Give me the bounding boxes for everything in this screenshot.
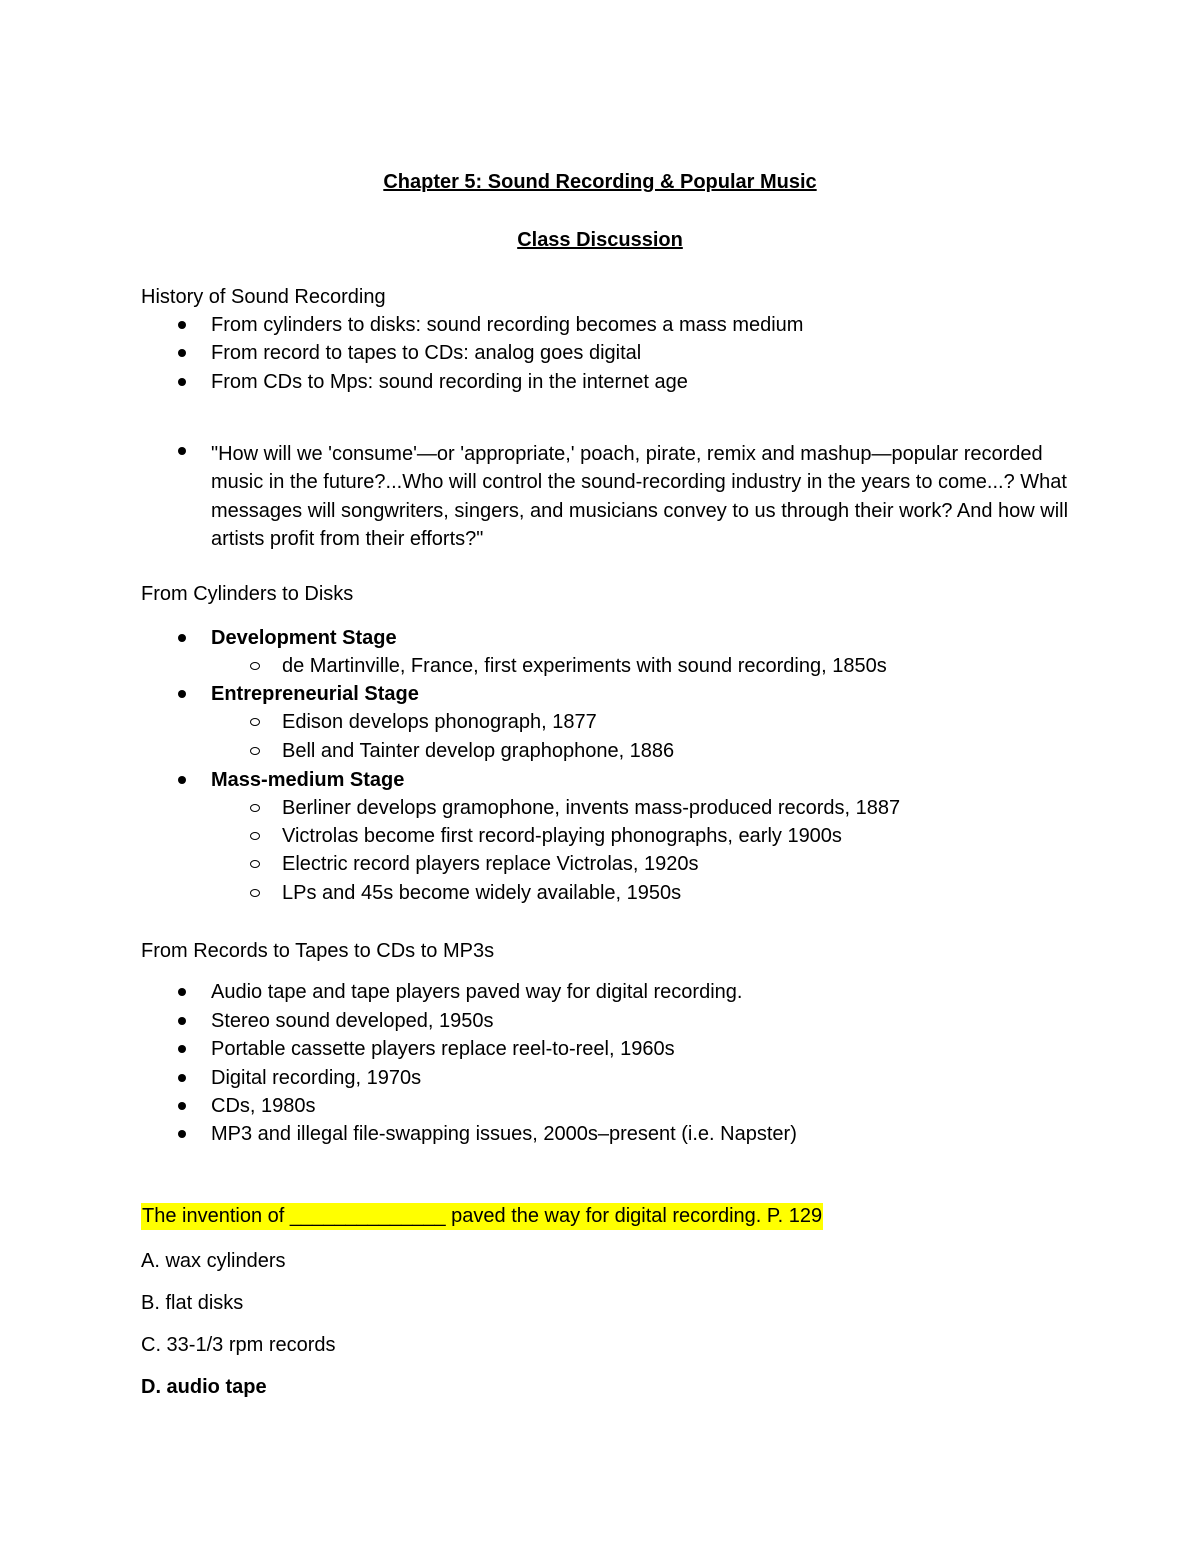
section-heading-history: History of Sound Recording	[141, 286, 386, 308]
list-item: Digital recording, 1970s	[211, 1067, 422, 1089]
bullet-icon	[178, 321, 186, 329]
bullet-icon	[178, 634, 186, 642]
list-item: Edison develops phonograph, 1877	[282, 711, 597, 733]
section-heading-cylinders: From Cylinders to Disks	[141, 583, 354, 605]
section-heading-records: From Records to Tapes to CDs to MP3s	[141, 940, 495, 962]
list-item: Berliner develops gramophone, invents mass-produced records, 1887	[282, 797, 901, 819]
answer-option-d-correct: D. audio tape	[141, 1376, 267, 1398]
list-item: From cylinders to disks: sound recording becomes a mass medium	[211, 314, 804, 336]
circle-bullet-icon	[250, 832, 260, 840]
page-subtitle: Class Discussion	[517, 229, 683, 251]
bullet-icon	[178, 690, 186, 698]
bullet-icon	[178, 1017, 186, 1025]
bullet-icon	[178, 1130, 186, 1138]
list-item: Victrolas become first record-playing phonographs, early 1900s	[282, 825, 842, 847]
page-title: Chapter 5: Sound Recording & Popular Music	[383, 171, 817, 193]
bullet-icon	[178, 447, 186, 455]
answer-option-b: B. flat disks	[141, 1292, 244, 1314]
list-item: Audio tape and tape players paved way for digital recording.	[211, 981, 743, 1003]
list-item: CDs, 1980s	[211, 1095, 316, 1117]
bullet-icon	[178, 1074, 186, 1082]
list-item: LPs and 45s become widely available, 1950s	[282, 882, 682, 904]
circle-bullet-icon	[250, 718, 260, 726]
list-item: Stereo sound developed, 1950s	[211, 1010, 494, 1032]
question-prompt: The invention of ______________ paved the way for digital recording. P. 129	[141, 1203, 823, 1230]
question-prompt-line	[141, 1206, 823, 1226]
bullet-icon	[178, 1102, 186, 1110]
bullet-icon	[178, 349, 186, 357]
list-item: From CDs to Mps: sound recording in the internet age	[211, 371, 688, 393]
circle-bullet-icon	[250, 889, 260, 897]
answer-option-c: C. 33-1/3 rpm records	[141, 1334, 336, 1356]
circle-bullet-icon	[250, 804, 260, 812]
discussion-quote: "How will we 'consume'—or 'appropriate,' poach, pirate, remix and mashup—popular recorded music in the future?...Who will control the sound-recording industry in the years to come...? What messages will songwriters, singers, and musicians convey to us through their work? And how will artists profit from their efforts?"	[211, 443, 1069, 551]
stage-label-entrepreneurial: Entrepreneurial Stage	[211, 683, 419, 705]
list-item: Electric record players replace Victrolas, 1920s	[282, 853, 699, 875]
circle-bullet-icon	[250, 747, 260, 755]
bullet-icon	[178, 378, 186, 386]
list-item: MP3 and illegal file-swapping issues, 2000s–present (i.e. Napster)	[211, 1123, 797, 1145]
answer-option-a: A. wax cylinders	[141, 1250, 286, 1272]
circle-bullet-icon	[250, 662, 260, 670]
list-item: de Martinville, France, first experiments with sound recording, 1850s	[282, 655, 887, 677]
stage-label-development: Development Stage	[211, 627, 397, 649]
circle-bullet-icon	[250, 860, 260, 868]
bullet-icon	[178, 988, 186, 996]
stage-label-mass-medium: Mass-medium Stage	[211, 769, 405, 791]
list-item: Bell and Tainter develop graphophone, 1886	[282, 740, 675, 762]
list-item: Portable cassette players replace reel-to-reel, 1960s	[211, 1038, 675, 1060]
list-item: From record to tapes to CDs: analog goes digital	[211, 342, 642, 364]
bullet-icon	[178, 1045, 186, 1053]
bullet-icon	[178, 776, 186, 784]
